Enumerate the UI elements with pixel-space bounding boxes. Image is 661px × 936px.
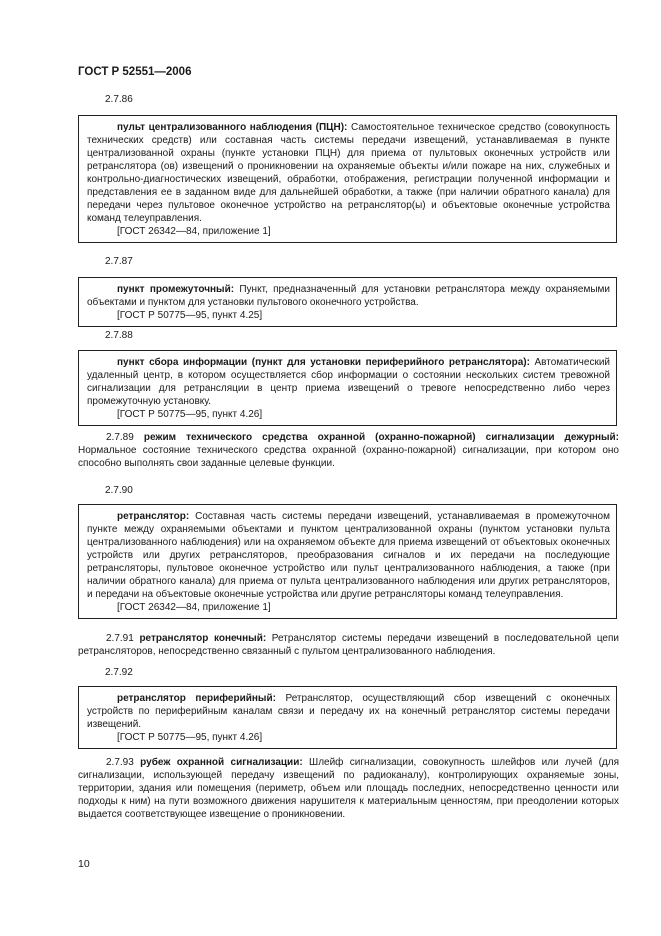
entry-number: 2.7.87 [105,256,133,267]
term: пульт централизованного наблюдения (ПЦН): [117,122,348,133]
entry-number: 2.7.91 [106,633,134,644]
entry-number: 2.7.89 [106,432,134,443]
definition-text [87,692,610,731]
entry-number: 2.7.90 [105,485,133,496]
definition: Шлейф сигнализации, совокупность шлейфов или лучей (для сигнализации, использующей передачу извещений по радиоканалу), контролирующих охраняемые зоны, территории, здания или помещения (периметр, объем или площадь последних, непосредственно ценности или подходы к ним) на пути возможного движения нарушителя к материальным ценностям, при преодолении которых выдается соответствующее извещение о проникновении. [78,757,619,821]
definition: Ретранслятор, осуществляющий сбор извещений с оконечных устройств по периферийным каналам связи и передачу их на конечный ретранслятор системы передачи извещений. [87,693,610,730]
term: пункт сбора информации (пункт для установки периферийного ретранслятора): [117,357,530,368]
term: ретранслятор: [117,511,190,522]
term: ретранслятор конечный: [139,633,267,644]
definition: Нормальное состояние технического средства охранной (охранно-пожарной) сигнализации, при котором оно способно выполнять свои заданные целевые функции. [78,445,619,470]
entry-number: 2.7.92 [105,667,133,678]
source-reference: [ГОСТ Р 50775—95, пункт 4.26] [117,732,263,743]
term: режим технического средства охранной (охранно-пожарной) сигнализации дежурный: [143,432,620,443]
definition: Ретранслятор системы передачи извещений в последовательной цепи ретрансляторов, непосредственно связанный с пультом централизованного наблюдения. [78,633,619,658]
definition-paragraph [78,756,619,821]
document-header: ГОСТ Р 52551—2006 [78,66,192,78]
definition-box [78,504,617,619]
definition-box [78,115,617,243]
definition-text [87,283,610,309]
definition: Составная часть системы передачи извещений, устанавливаемая в промежуточном пункте между охраняемыми объектами и пунктом централизованной охраны (пунктом установки пульта централизованного наблюдения) или на охраняемом объекте для приема извещений от объектовых оконечных устройств или других ретрансляторов, преобразования сигналов и их передачи на последующие ретрансляторы, пультовое оконечное устройство или пульт централизованного наблюдения, а также (при наличии обратного канала) для приема от пульта централизованного наблюдения или других ретрансляторов, и передачи на объектовые оконечные устройства или другие ретрансляторы команд телеуправления. [87,511,610,600]
source-reference: [ГОСТ Р 50775—95, пункт 4.25] [117,310,263,321]
definition-paragraph [78,431,619,470]
term: ретранслятор периферийный: [117,693,276,704]
source-reference: [ГОСТ Р 50775—95, пункт 4.26] [117,409,263,420]
definition-text [87,121,610,225]
source-reference: [ГОСТ 26342—84, приложение 1] [117,602,271,613]
entry-number: 2.7.88 [105,330,133,341]
definition-text [87,356,610,408]
entry-number: 2.7.86 [105,94,133,105]
definition-text [87,510,610,601]
source-reference: [ГОСТ 26342—84, приложение 1] [117,226,271,237]
entry-number: 2.7.93 [106,757,134,768]
definition: Автоматический удаленный центр, в котором осуществляется сбор информации о состоянии нескольких систем тревожной сигнализации для ретрансляции в центр приема извещений о тревоге непосредственно либо через промежуточную установку. [87,357,610,407]
definition: Пункт, предназначенный для установки ретранслятора между охраняемыми объектами и пунктом для установки пультового оконечного устройства. [87,284,610,308]
term: рубеж охранной сигнализации: [140,757,303,768]
definition-paragraph [78,632,619,658]
page-number: 10 [78,858,90,870]
definition-box [78,686,617,749]
definition-box [78,277,617,327]
definition-box [78,350,617,426]
term: пункт промежуточный: [117,284,235,295]
definition: Самостоятельное техническое средство (совокупность технических средств) или составная часть системы передачи извещений, устанавливаемая в пункте централизованной охраны (пункте установки ПЦН) для приема от пультовых оконечных устройств или ретранслятора (ов) извещений о проникновении на охраняемые объекты и/или пожаре на них, служебных и контрольно-диагностических извещений, обработки, отображения, регистрации полученной информации и представления ее в заданном виде для дальнейшей обработки, а также (при наличии обратного канала) для передачи через пультовое оконечное устройство на ретранслятор(ы) и объектовые оконечные устройства команд телеуправления. [87,122,610,224]
